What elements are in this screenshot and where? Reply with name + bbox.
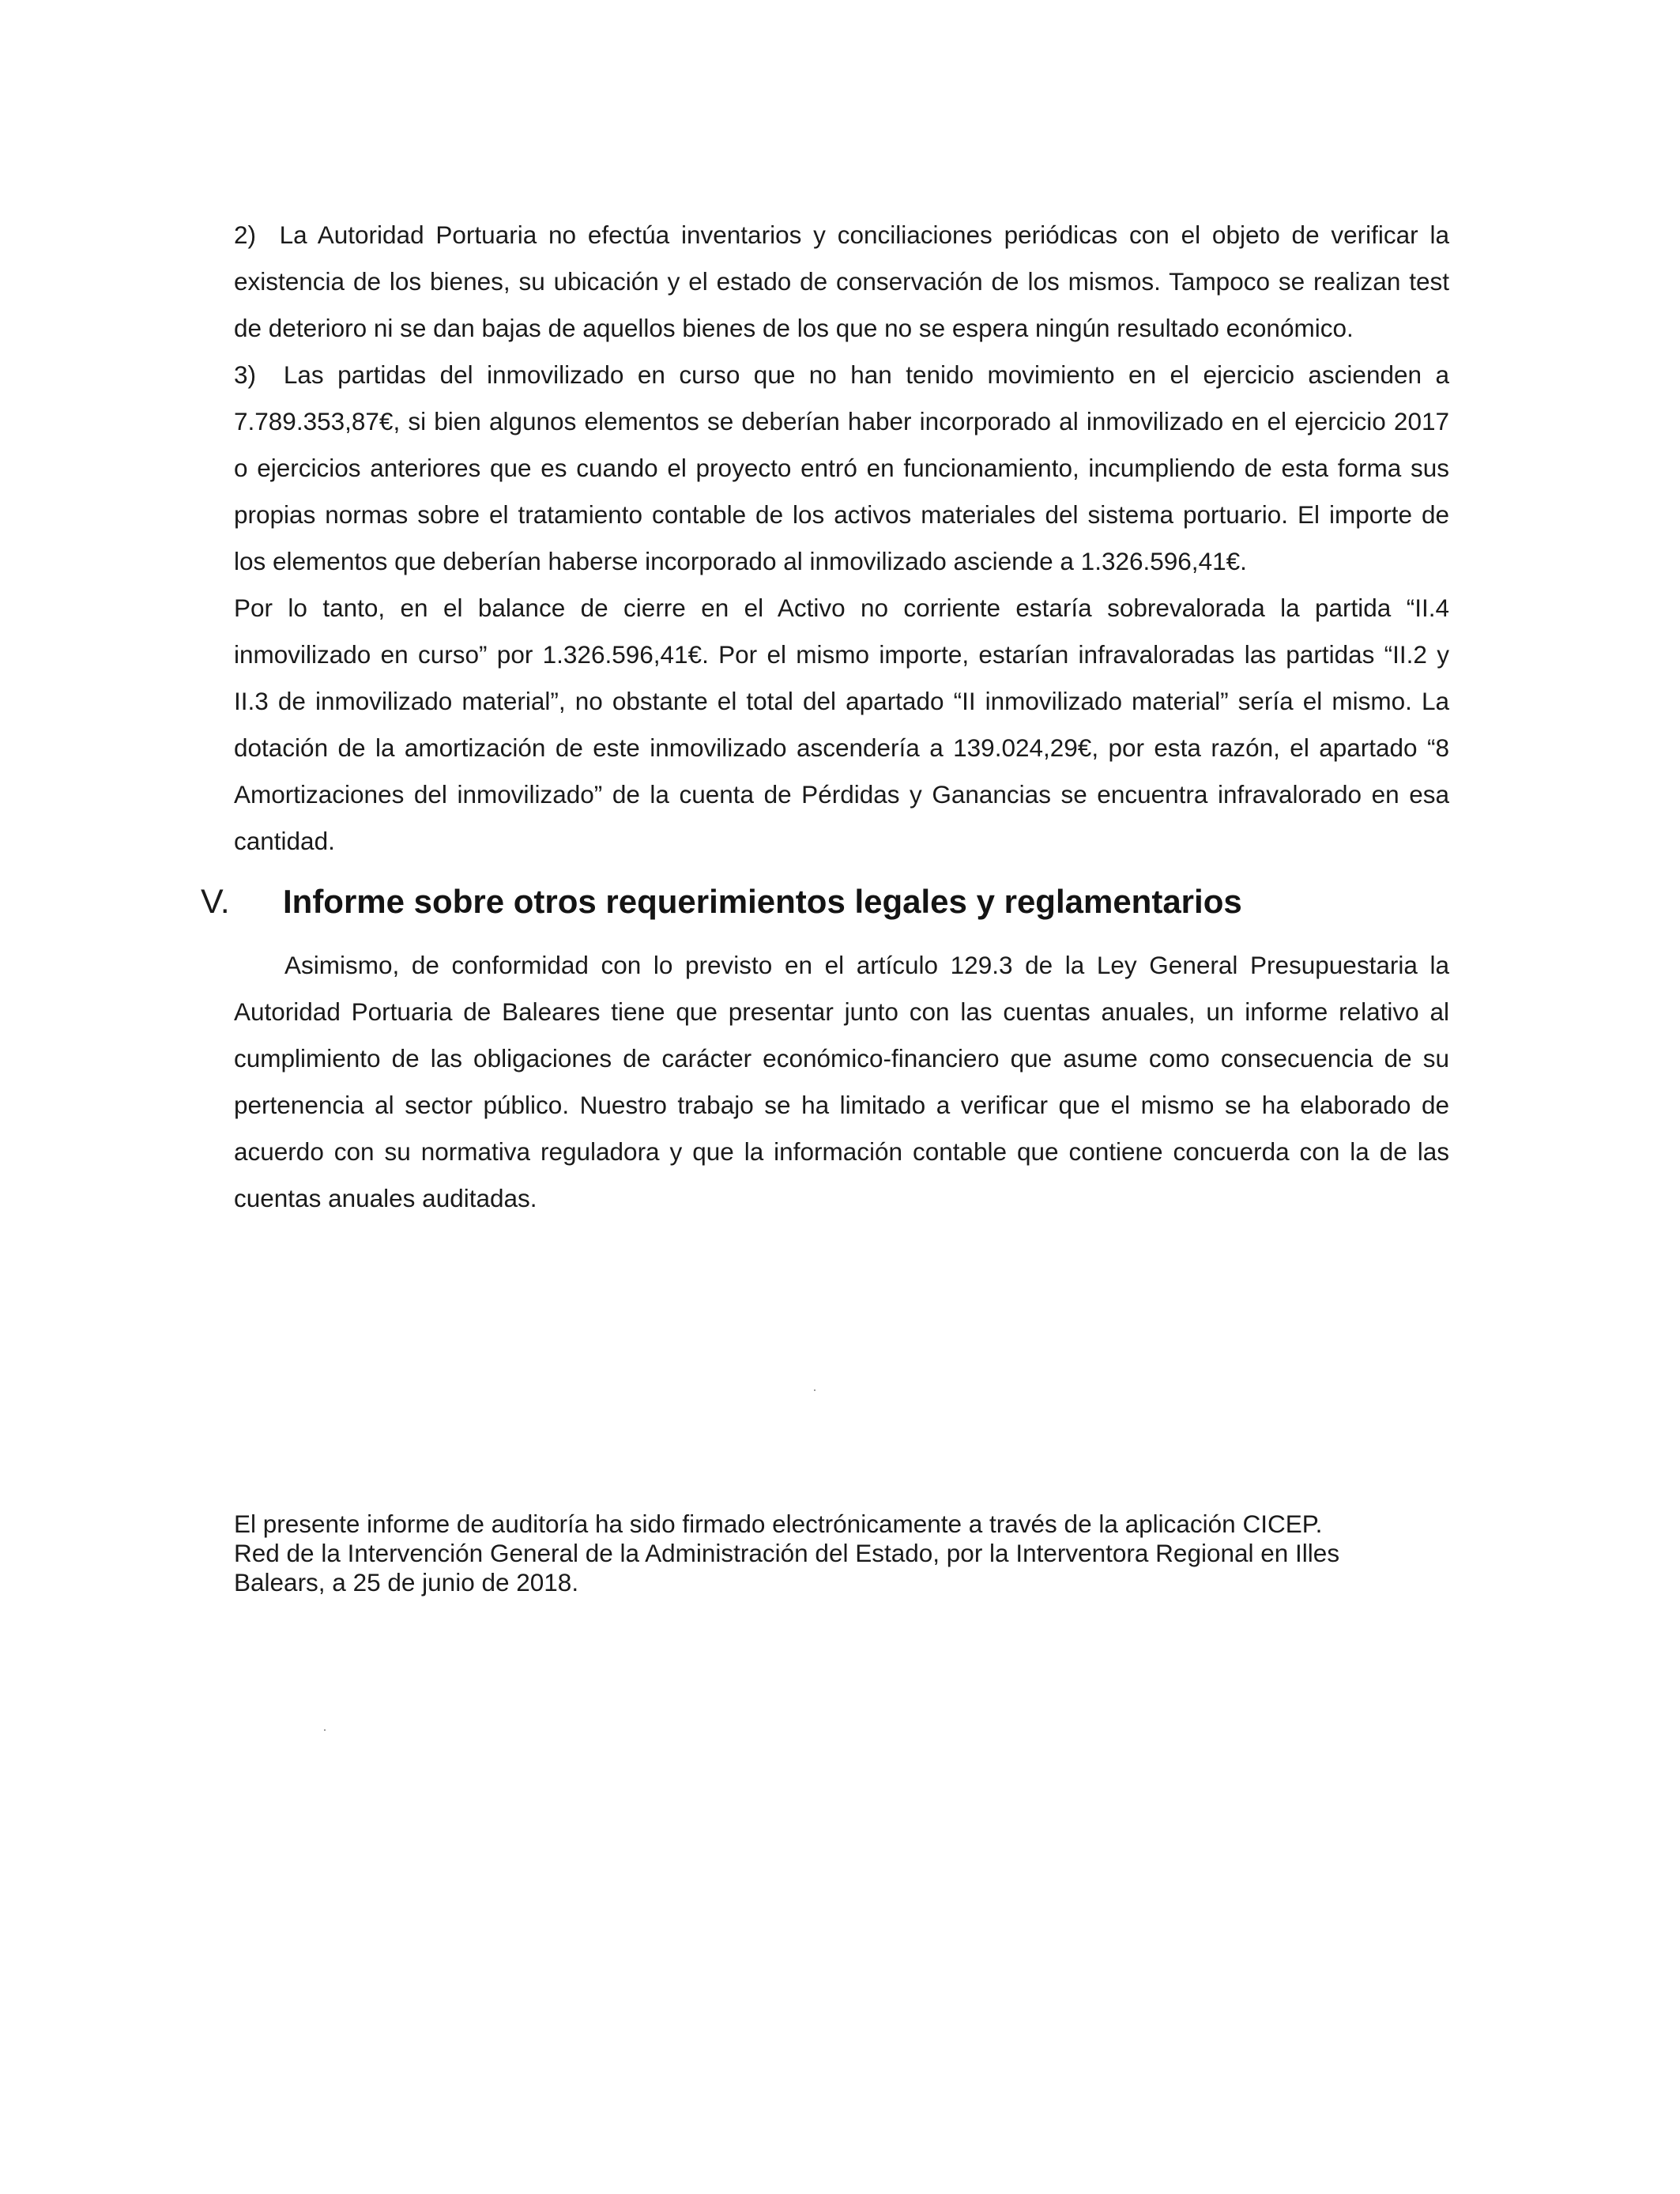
signature-block <box>234 1510 1460 1597</box>
signature-line-3: Balears, a 25 de junio de 2018. <box>234 1568 579 1596</box>
section-title: Informe sobre otros requerimientos legales y reglamentarios <box>283 883 1242 920</box>
list-item-number: 2) <box>234 221 257 249</box>
section-heading <box>201 866 1449 937</box>
list-item-text: La Autoridad Portuaria no efectúa inventarios y conciliaciones periódicas con el objeto de verificar la existencia de los bienes, su ubicación y el estado de conservación de los mismos. Tampoco se realizan test de deterioro ni se dan bajas de aquellos bienes de los que no se espera ningún resultado económico. <box>234 221 1449 342</box>
list-item-text: Las partidas del inmovilizado en curso que no han tenido movimiento en el ejercicio ascienden a 7.789.353,87€, si bien algunos elementos se deberían haber incorporado al inmovilizado en el ejercicio 2017 o ejercicios anteriores que es cuando el proyecto entró en funcionamiento, incumpliendo de esta forma sus propias normas sobre el tratamiento contable de los activos materiales del sistema portuario. El importe de los elementos que deberían haberse incorporado al inmovilizado asciende a 1.326.596,41€. <box>234 360 1449 575</box>
section-number: V. <box>201 883 230 921</box>
list-item-number: 3) <box>234 360 257 389</box>
signature-line-2: Red de la Intervención General de la Administración del Estado, por la Interventora Regional en Illes <box>234 1539 1340 1567</box>
paragraph-por-lo-tanto: Por lo tanto, en el balance de cierre en el Activo no corriente estaría sobrevalorada la partida “II.4 inmovilizado en curso” por 1.326.596,41€. Por el mismo importe, estarían infravaloradas las partidas “II.2 y II.3 de inmovilizado material”, no obstante el total del apartado “II inmovilizado material” sería el mismo. La dotación de la amortización de este inmovilizado ascendería a 139.024,29€, por esta razón, el apartado “8 Amortizaciones del inmovilizado” de la cuenta de Pérdidas y Ganancias se encuentra infravalorado en esa cantidad. <box>234 594 1449 855</box>
list-item-2 <box>234 212 1449 352</box>
scan-speck <box>324 1729 326 1731</box>
section-paragraph: Asimismo, de conformidad con lo previsto en el artículo 129.3 de la Ley General Presupuestaria la Autoridad Portuaria de Baleares tiene que presentar junto con las cuentas anuales, un informe relativo al cumplimiento de las obligaciones de carácter económico-financiero que asume como consecuencia de su pertenencia al sector público. Nuestro trabajo se ha limitado a verificar que el mismo se ha elaborado de acuerdo con su normativa reguladora y que la información contable que contiene concuerda con la de las cuentas anuales auditadas. <box>234 951 1449 1212</box>
signature-line-1: El presente informe de auditoría ha sido firmado electrónicamente a través de la aplicación CICEP. <box>234 1510 1323 1538</box>
page-content <box>201 212 1449 1222</box>
scan-speck <box>814 1389 816 1391</box>
list-item-3 <box>234 352 1449 585</box>
